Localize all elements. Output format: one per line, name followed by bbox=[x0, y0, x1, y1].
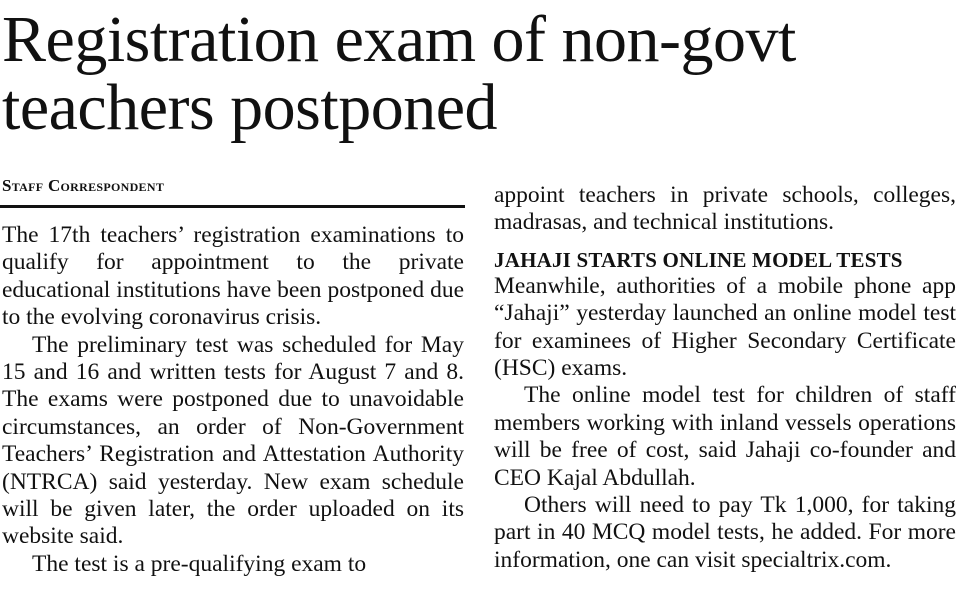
subheading: JAHAJI STARTS ONLINE MODEL TESTS bbox=[494, 247, 903, 272]
body-paragraph: The online model test for children of staff members working with inland vessels operations will be free of cost, said Jahaji co-founder and CEO Kajal Abdullah. bbox=[494, 382, 956, 491]
right-column bbox=[494, 182, 956, 574]
body-paragraph: Meanwhile, authorities of a mobile phone app “Jahaji” yesterday launched an online model test for examinees of Higher Secondary Certificate (HSC) exams. bbox=[494, 272, 956, 382]
byline-divider bbox=[0, 205, 465, 208]
body-paragraph: The preliminary test was scheduled for May 15 and 16 and written tests for August 7 and 8. The exams were postponed due to unavoidable circumstances, an order of Non-Government Teachers’ Registration and Attestation Authority (NTRCA) said yesterday. New exam schedule will be given later, the order uploaded on its website said. bbox=[2, 331, 464, 550]
left-column bbox=[2, 222, 464, 578]
body-paragraph: Others will need to pay Tk 1,000, for taking part in 40 MCQ model tests, he added. For more information, one can visit specialtrix.com. bbox=[494, 492, 956, 573]
byline: Staff Correspondent bbox=[2, 176, 165, 195]
headline: Registration exam of non-govt teachers postponed bbox=[2, 3, 796, 144]
continued-paragraph: appoint teachers in private schools, colleges, madrasas, and technical institutions. bbox=[494, 182, 956, 236]
body-paragraph: The test is a pre-qualifying exam to bbox=[32, 550, 367, 577]
body-paragraph: The 17th teachers’ registration examinations to qualify for appointment to the private educational institutions have been postponed due to the evolving coronavirus crisis. bbox=[2, 222, 464, 331]
